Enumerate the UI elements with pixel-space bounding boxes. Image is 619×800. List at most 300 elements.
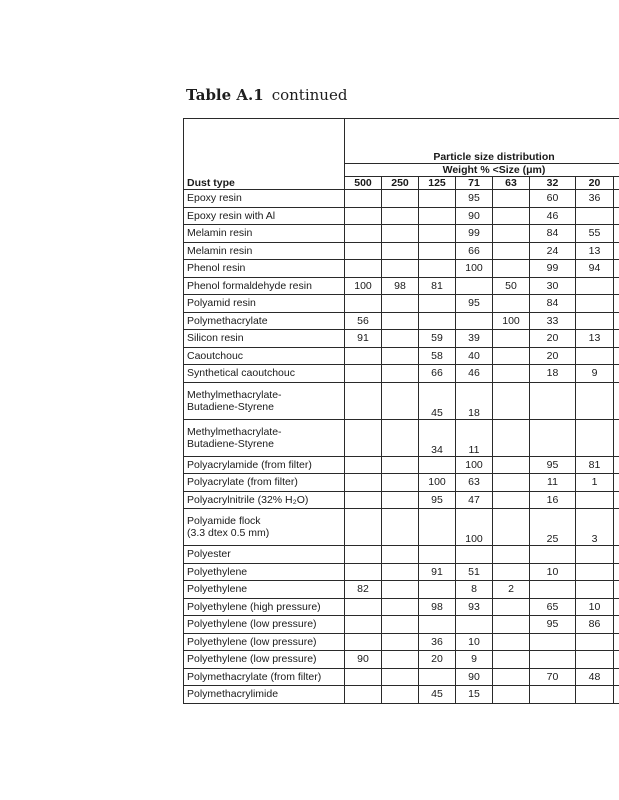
value-cell: 90	[345, 651, 382, 669]
dust-type-name: Polyamid resin	[187, 297, 256, 310]
value-cell: 99	[530, 260, 576, 278]
value-cell	[493, 474, 530, 492]
value-cell	[419, 295, 456, 313]
dust-type-cell	[184, 474, 345, 492]
value-cell-extra	[614, 312, 619, 330]
value-cell: 11	[456, 419, 493, 456]
value-cell: 90	[456, 207, 493, 225]
value-cell	[345, 260, 382, 278]
value-cell	[419, 225, 456, 243]
value-cell: 33	[530, 312, 576, 330]
value-cell: 95	[530, 616, 576, 634]
dust-type-cell	[184, 581, 345, 599]
value-cell	[493, 225, 530, 243]
value-cell: 60	[530, 190, 576, 208]
dust-type-name: Methylmethacrylate-	[187, 425, 282, 438]
value-cell: 55	[576, 225, 614, 243]
value-cell	[419, 190, 456, 208]
value-cell	[382, 330, 419, 348]
value-cell-extra	[614, 382, 619, 419]
value-cell: 90	[456, 668, 493, 686]
value-cell: 81	[419, 277, 456, 295]
value-cell	[530, 633, 576, 651]
value-cell	[493, 456, 530, 474]
value-cell: 2	[493, 581, 530, 599]
value-cell: 24	[530, 242, 576, 260]
value-cell	[382, 668, 419, 686]
table-row	[184, 190, 619, 208]
value-cell: 25	[530, 509, 576, 546]
value-cell-extra	[614, 419, 619, 456]
value-cell	[456, 277, 493, 295]
value-cell-extra	[614, 207, 619, 225]
dust-type-name: Phenol resin	[187, 262, 246, 275]
value-cell	[530, 581, 576, 599]
value-cell-extra	[614, 546, 619, 564]
dust-type-cell	[184, 651, 345, 669]
value-cell	[345, 598, 382, 616]
value-cell	[493, 668, 530, 686]
dust-type-cell	[184, 207, 345, 225]
value-cell	[493, 686, 530, 704]
dust-type-cell	[184, 419, 345, 456]
value-cell	[576, 633, 614, 651]
value-cell: 46	[530, 207, 576, 225]
value-cell: 100	[456, 509, 493, 546]
value-cell: 20	[530, 347, 576, 365]
value-cell: 3	[576, 509, 614, 546]
value-cell	[382, 633, 419, 651]
value-cell-extra	[614, 686, 619, 704]
value-cell: 91	[419, 563, 456, 581]
table-row	[184, 633, 619, 651]
value-cell	[576, 491, 614, 509]
dust-type-name-line2: (3.3 dtex 0.5 mm)	[187, 527, 270, 539]
value-cell	[419, 242, 456, 260]
value-cell	[530, 546, 576, 564]
table-row	[184, 365, 619, 383]
value-cell: 84	[530, 225, 576, 243]
value-cell: 100	[493, 312, 530, 330]
value-cell: 10	[576, 598, 614, 616]
value-cell: 18	[530, 365, 576, 383]
value-cell	[382, 382, 419, 419]
value-cell	[493, 347, 530, 365]
dust-type-name: Polyamide flock	[187, 515, 261, 527]
dust-type-cell	[184, 312, 345, 330]
table-row	[184, 419, 619, 456]
value-cell	[382, 260, 419, 278]
value-cell	[419, 668, 456, 686]
value-cell: 99	[456, 225, 493, 243]
value-cell: 9	[576, 365, 614, 383]
value-cell	[576, 419, 614, 456]
particle-size-distribution-header: Particle size distribution	[345, 151, 619, 164]
value-cell	[419, 207, 456, 225]
dust-type-name: Polymethacrylate (from filter)	[187, 670, 322, 683]
dust-type-name: Polyacrylnitrile (32% H₂O)	[187, 493, 309, 506]
dust-type-name: Polyethylene (low pressure)	[187, 653, 317, 666]
value-cell	[576, 546, 614, 564]
dust-type-name: Polyester	[187, 548, 231, 561]
dust-type-name: Melamin resin	[187, 227, 253, 240]
value-cell	[456, 312, 493, 330]
value-cell	[530, 419, 576, 456]
value-cell: 93	[456, 598, 493, 616]
table-row	[184, 242, 619, 260]
dust-type-name: Polyethylene	[187, 565, 248, 578]
dust-type-name: Phenol formaldehyde resin	[187, 279, 312, 292]
dust-type-cell	[184, 365, 345, 383]
value-cell	[493, 260, 530, 278]
value-cell	[493, 563, 530, 581]
table-caption	[186, 86, 347, 104]
dust-type-name: Epoxy resin	[187, 192, 242, 205]
value-cell	[576, 651, 614, 669]
value-cell	[382, 581, 419, 599]
dust-type-cell	[184, 509, 345, 546]
value-cell	[382, 365, 419, 383]
dust-type-cell	[184, 563, 345, 581]
value-cell: 86	[576, 616, 614, 634]
value-cell	[382, 598, 419, 616]
value-cell	[382, 563, 419, 581]
value-cell-extra	[614, 242, 619, 260]
value-cell: 100	[456, 260, 493, 278]
size-header: 250	[382, 177, 419, 190]
value-cell	[345, 190, 382, 208]
value-cell	[382, 207, 419, 225]
value-cell	[345, 686, 382, 704]
value-cell	[576, 207, 614, 225]
value-cell-extra	[614, 633, 619, 651]
value-cell-extra	[614, 330, 619, 348]
dust-type-name: Methylmethacrylate-	[187, 388, 282, 401]
value-cell: 45	[419, 382, 456, 419]
value-cell: 13	[576, 242, 614, 260]
value-cell	[576, 382, 614, 419]
dust-type-name: Polyacrylate (from filter)	[187, 476, 298, 489]
value-cell: 20	[530, 330, 576, 348]
value-cell	[382, 190, 419, 208]
value-cell	[345, 456, 382, 474]
value-cell: 66	[419, 365, 456, 383]
table-row	[184, 456, 619, 474]
table-row	[184, 598, 619, 616]
value-cell	[493, 295, 530, 313]
value-cell	[493, 633, 530, 651]
value-cell-extra	[614, 491, 619, 509]
value-cell: 66	[456, 242, 493, 260]
value-cell	[345, 563, 382, 581]
value-cell	[493, 616, 530, 634]
value-cell	[419, 581, 456, 599]
dust-type-name: Polyethylene (low pressure)	[187, 635, 317, 648]
value-cell	[345, 509, 382, 546]
value-cell: 11	[530, 474, 576, 492]
value-cell-extra	[614, 474, 619, 492]
value-cell-extra	[614, 509, 619, 546]
value-cell	[419, 456, 456, 474]
dust-type-name: Synthetical caoutchouc	[187, 367, 295, 380]
table-row	[184, 509, 619, 546]
size-header: 500	[345, 177, 382, 190]
value-cell	[576, 312, 614, 330]
table-row	[184, 491, 619, 509]
value-cell	[345, 295, 382, 313]
value-cell: 20	[419, 651, 456, 669]
table-row	[184, 563, 619, 581]
value-cell: 95	[419, 491, 456, 509]
value-cell	[493, 330, 530, 348]
dust-type-cell	[184, 260, 345, 278]
value-cell: 1	[576, 474, 614, 492]
dust-type-name-line2: Butadiene-Styrene	[187, 400, 274, 413]
value-cell	[382, 686, 419, 704]
table-label: Table A.1	[186, 86, 264, 104]
value-cell	[493, 509, 530, 546]
value-cell: 34	[419, 419, 456, 456]
header-spacer	[345, 119, 619, 152]
value-cell: 39	[456, 330, 493, 348]
dust-type-cell	[184, 668, 345, 686]
dust-type-cell	[184, 633, 345, 651]
size-header: 125	[419, 177, 456, 190]
value-cell: 36	[419, 633, 456, 651]
dust-type-name: Caoutchouc	[187, 349, 244, 362]
table-row	[184, 277, 619, 295]
value-cell-extra	[614, 668, 619, 686]
value-cell: 95	[456, 190, 493, 208]
header-row-top	[184, 119, 619, 152]
weight-size-header: Weight % <Size (μm)	[345, 164, 619, 177]
value-cell: 50	[493, 277, 530, 295]
value-cell	[493, 242, 530, 260]
value-cell	[576, 277, 614, 295]
size-header: 71	[456, 177, 493, 190]
value-cell: 51	[456, 563, 493, 581]
value-cell	[419, 509, 456, 546]
value-cell	[456, 546, 493, 564]
dust-type-name: Epoxy resin with Al	[187, 209, 276, 222]
value-cell: 84	[530, 295, 576, 313]
value-cell: 10	[456, 633, 493, 651]
value-cell: 100	[419, 474, 456, 492]
value-cell: 98	[382, 277, 419, 295]
particle-size-table	[183, 118, 619, 704]
value-cell	[530, 382, 576, 419]
value-cell: 16	[530, 491, 576, 509]
value-cell: 56	[345, 312, 382, 330]
dust-type-cell	[184, 190, 345, 208]
size-header-extra	[614, 177, 619, 190]
value-cell-extra	[614, 190, 619, 208]
value-cell: 46	[456, 365, 493, 383]
table-row	[184, 382, 619, 419]
value-cell	[345, 382, 382, 419]
value-cell-extra	[614, 347, 619, 365]
value-cell	[382, 616, 419, 634]
value-cell	[493, 651, 530, 669]
value-cell	[345, 474, 382, 492]
table-body	[184, 190, 619, 704]
dust-type-name: Melamin resin	[187, 244, 253, 257]
value-cell	[382, 509, 419, 546]
dust-type-cell	[184, 686, 345, 704]
value-cell-extra	[614, 456, 619, 474]
value-cell	[345, 225, 382, 243]
value-cell	[493, 419, 530, 456]
value-cell	[382, 312, 419, 330]
dust-type-name: Polyethylene (high pressure)	[187, 600, 321, 613]
dust-type-cell	[184, 491, 345, 509]
value-cell	[493, 207, 530, 225]
value-cell	[345, 419, 382, 456]
value-cell	[345, 616, 382, 634]
value-cell	[345, 207, 382, 225]
value-cell	[382, 474, 419, 492]
value-cell	[382, 651, 419, 669]
value-cell: 47	[456, 491, 493, 509]
dust-type-cell	[184, 382, 345, 419]
value-cell: 94	[576, 260, 614, 278]
value-cell: 100	[345, 277, 382, 295]
value-cell	[493, 190, 530, 208]
value-cell: 59	[419, 330, 456, 348]
value-cell: 82	[345, 581, 382, 599]
dust-type-name-line2: Butadiene-Styrene	[187, 437, 274, 450]
value-cell-extra	[614, 277, 619, 295]
value-cell	[456, 616, 493, 634]
value-cell	[576, 581, 614, 599]
value-cell	[382, 456, 419, 474]
size-header: 20	[576, 177, 614, 190]
value-cell	[576, 686, 614, 704]
value-cell: 58	[419, 347, 456, 365]
dust-type-cell	[184, 347, 345, 365]
table-row	[184, 668, 619, 686]
value-cell: 9	[456, 651, 493, 669]
table-row	[184, 330, 619, 348]
value-cell	[345, 491, 382, 509]
dust-type-name: Polyethylene	[187, 583, 248, 596]
value-cell	[576, 295, 614, 313]
size-header: 32	[530, 177, 576, 190]
table-row	[184, 651, 619, 669]
value-cell-extra	[614, 563, 619, 581]
value-cell-extra	[614, 295, 619, 313]
size-header: 63	[493, 177, 530, 190]
value-cell-extra	[614, 651, 619, 669]
dust-type-cell	[184, 277, 345, 295]
value-cell	[419, 260, 456, 278]
value-cell	[493, 491, 530, 509]
table-row	[184, 581, 619, 599]
value-cell	[493, 546, 530, 564]
dust-type-name: Polymethacrylimide	[187, 688, 279, 701]
value-cell-extra	[614, 581, 619, 599]
value-cell	[382, 295, 419, 313]
value-cell	[345, 365, 382, 383]
value-cell-extra	[614, 598, 619, 616]
value-cell	[345, 347, 382, 365]
value-cell-extra	[614, 616, 619, 634]
value-cell	[382, 419, 419, 456]
value-cell	[419, 616, 456, 634]
table-row	[184, 546, 619, 564]
table-caption-suffix: continued	[271, 86, 348, 104]
value-cell	[382, 242, 419, 260]
dust-type-cell	[184, 598, 345, 616]
dust-type-cell	[184, 225, 345, 243]
value-cell	[419, 546, 456, 564]
value-cell	[382, 491, 419, 509]
table-row	[184, 686, 619, 704]
value-cell	[382, 347, 419, 365]
value-cell: 36	[576, 190, 614, 208]
dust-type-cell	[184, 330, 345, 348]
table-row	[184, 295, 619, 313]
table-row	[184, 260, 619, 278]
value-cell	[493, 365, 530, 383]
dust-type-cell	[184, 456, 345, 474]
value-cell	[576, 347, 614, 365]
value-cell: 13	[576, 330, 614, 348]
table-row	[184, 616, 619, 634]
value-cell	[493, 382, 530, 419]
value-cell-extra	[614, 225, 619, 243]
value-cell: 48	[576, 668, 614, 686]
dust-type-name: Polyethylene (low pressure)	[187, 618, 317, 631]
value-cell: 98	[419, 598, 456, 616]
value-cell: 91	[345, 330, 382, 348]
value-cell	[419, 312, 456, 330]
value-cell	[382, 225, 419, 243]
value-cell	[530, 686, 576, 704]
table-row	[184, 225, 619, 243]
value-cell-extra	[614, 260, 619, 278]
value-cell: 8	[456, 581, 493, 599]
value-cell	[345, 546, 382, 564]
value-cell: 40	[456, 347, 493, 365]
dust-type-name: Silicon resin	[187, 332, 244, 345]
value-cell: 95	[456, 295, 493, 313]
value-cell: 65	[530, 598, 576, 616]
dust-type-header: Dust type	[184, 119, 345, 190]
dust-type-cell	[184, 242, 345, 260]
value-cell	[493, 598, 530, 616]
value-cell	[382, 546, 419, 564]
value-cell	[576, 563, 614, 581]
dust-type-cell	[184, 546, 345, 564]
dust-type-cell	[184, 616, 345, 634]
table-row	[184, 207, 619, 225]
dust-type-name: Polymethacrylate	[187, 314, 268, 327]
value-cell	[345, 668, 382, 686]
value-cell: 63	[456, 474, 493, 492]
table-row	[184, 312, 619, 330]
value-cell	[345, 633, 382, 651]
value-cell	[345, 242, 382, 260]
value-cell: 45	[419, 686, 456, 704]
value-cell: 70	[530, 668, 576, 686]
value-cell: 15	[456, 686, 493, 704]
value-cell: 95	[530, 456, 576, 474]
value-cell: 18	[456, 382, 493, 419]
value-cell	[530, 651, 576, 669]
dust-type-name: Polyacrylamide (from filter)	[187, 458, 312, 471]
table-row	[184, 474, 619, 492]
